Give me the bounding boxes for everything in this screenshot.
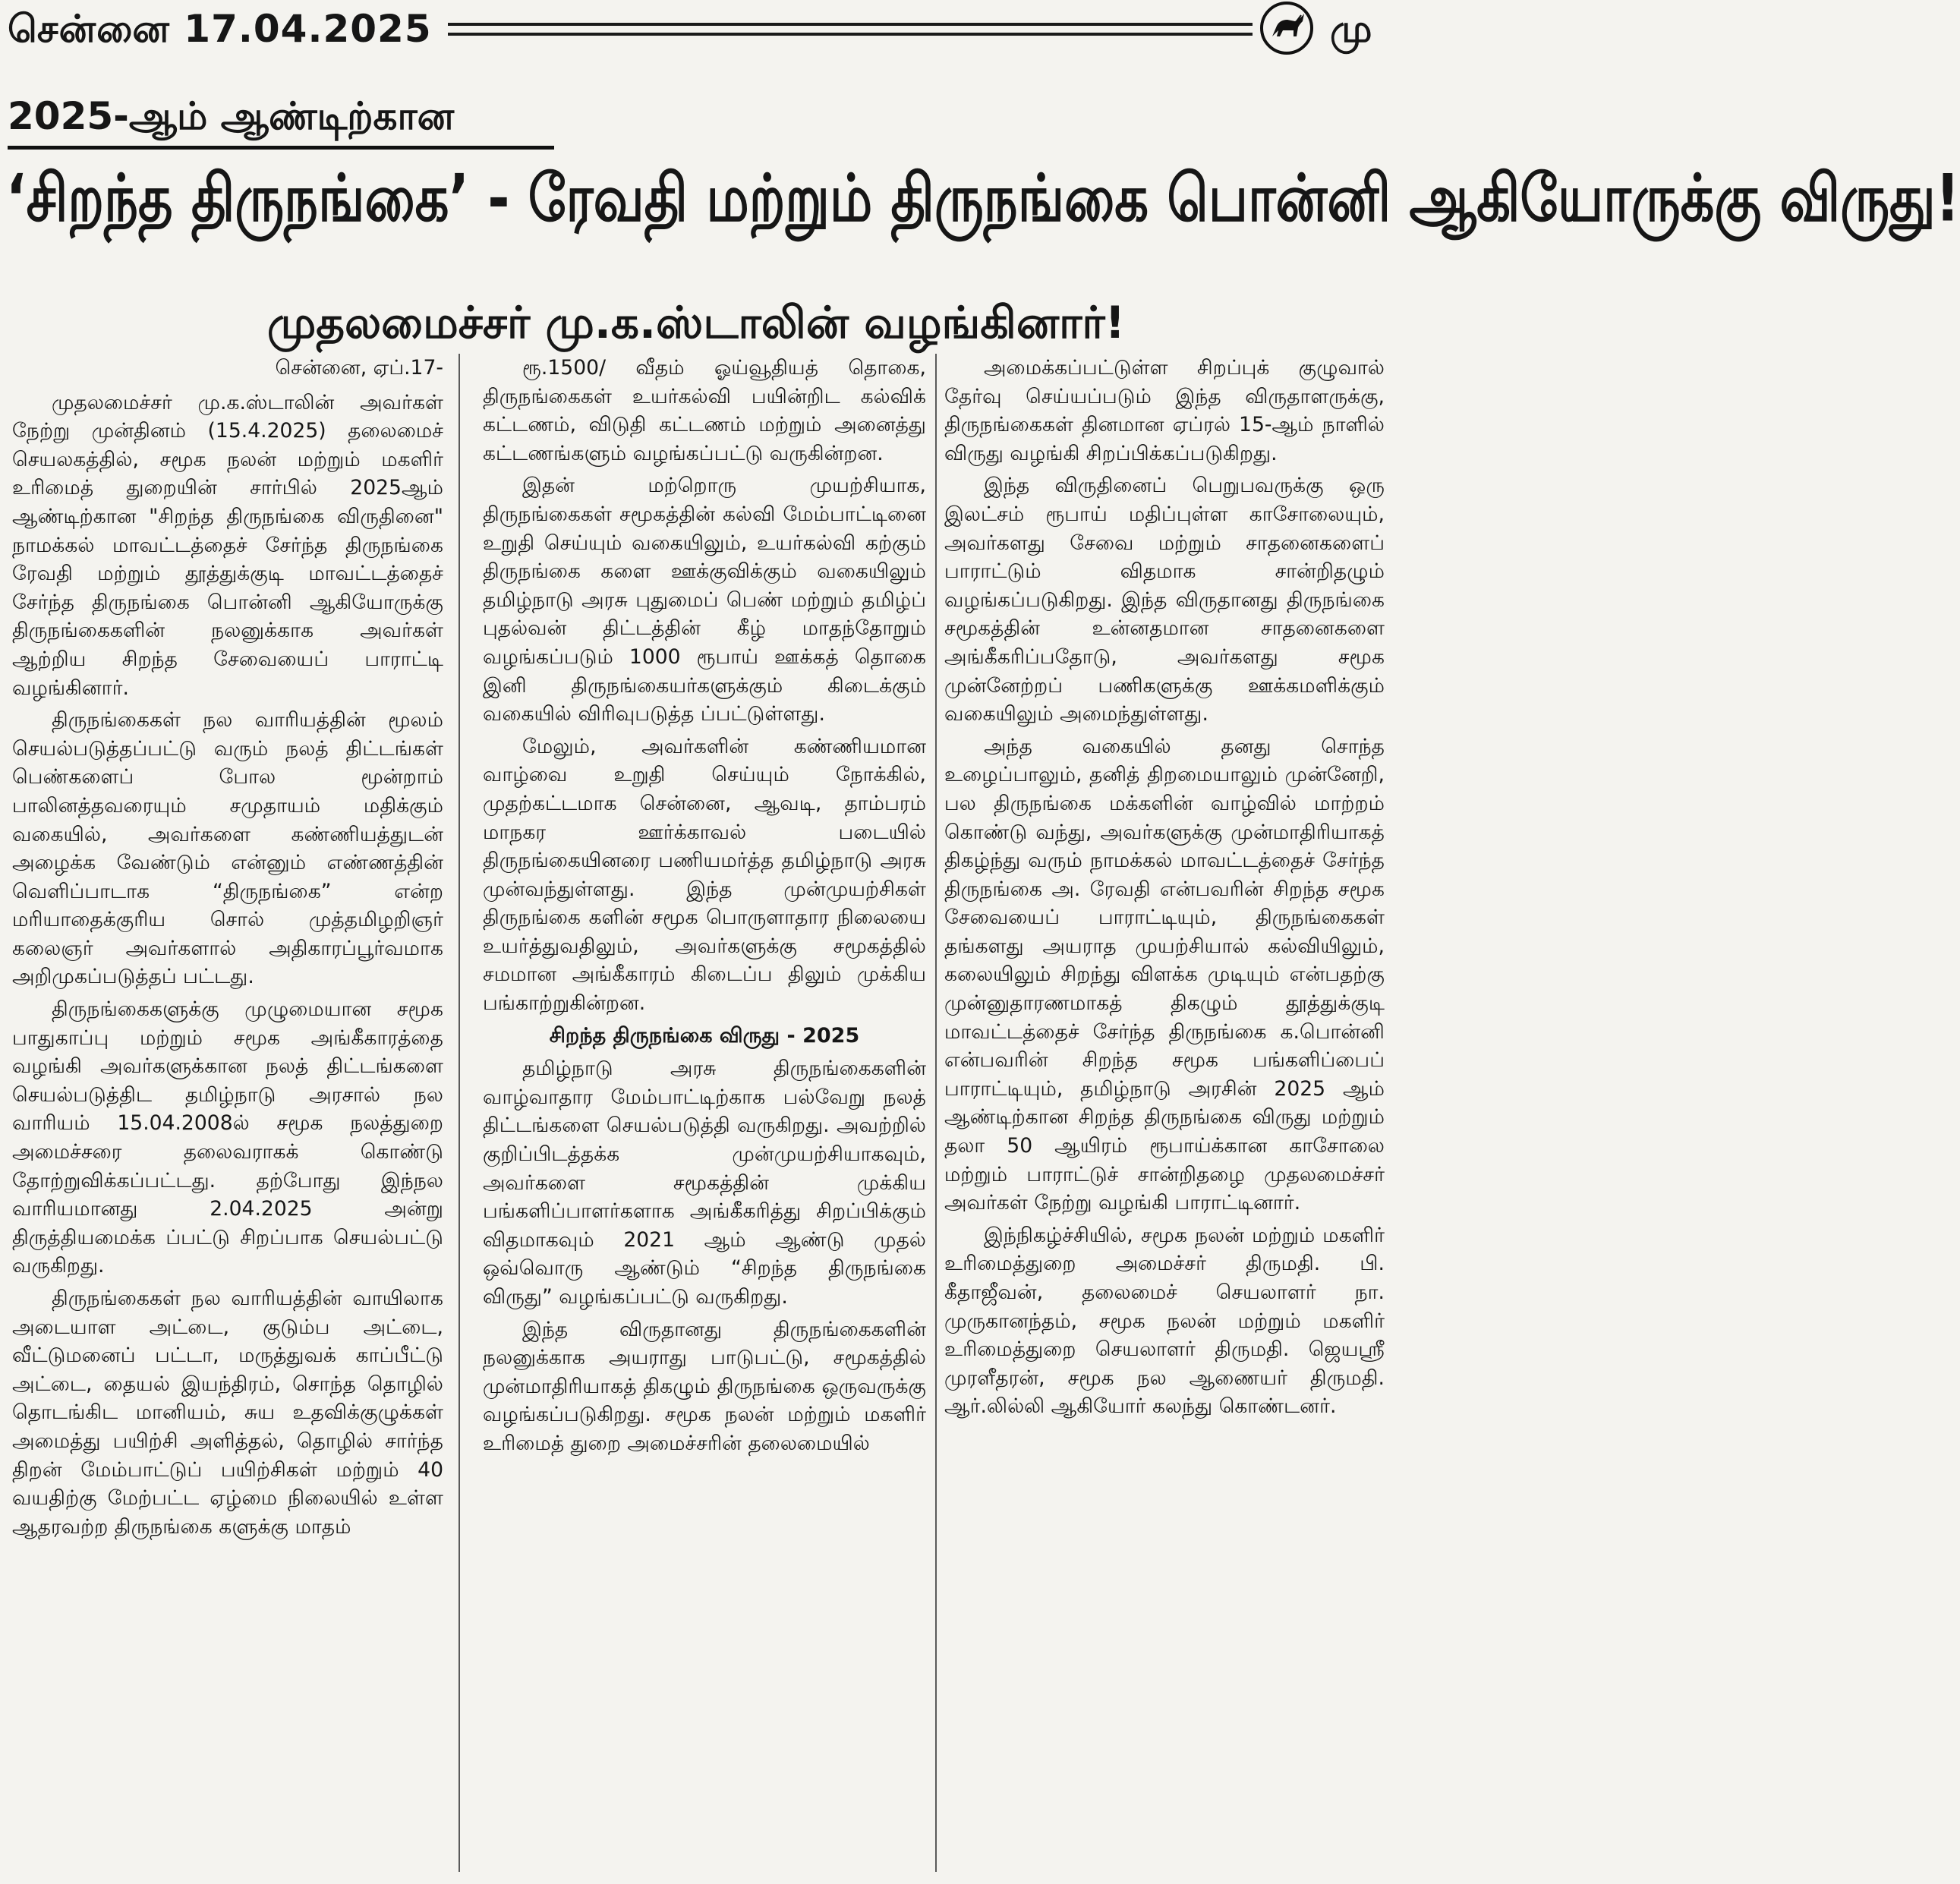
article-column-2 xyxy=(483,354,926,1879)
dateline: சென்னை, ஏப்.17- xyxy=(275,356,443,380)
column-divider xyxy=(458,354,460,1872)
paragraph: இந்நிகழ்ச்சியில், சமூக நலன் மற்றும் மகளிர் உரிமைத்துறை அமைச்சர் திருமதி. பி. கீதாஜீவன், தலைமைச் செயலாளர் நா. முருகானந்தம், சமூக நலன் மற்றும் மகளிர் உரிமைத்துறை செயலாளர் திருமதி. ஜெயஸ்ரீ முரளீதரன், சமூக நல ஆணையர் திருமதி. ஆர்.லில்லி ஆகியோர் கலந்து கொண்டனர். xyxy=(944,1223,1385,1419)
paragraph: இந்த விருதினைப் பெறுபவருக்கு ஒரு இலட்சம் ரூபாய் மதிப்புள்ள காசோலையும், அவர்களது சேவை மற்றும் சாதனைகளைப் பாராட்டும் விதமாக சான்றிதழும் வழங்கப்படுகிறது. இந்த விருதானது திருநங்கை சமூகத்தின் உன்னதமான சாதனைகளை அங்கீகரிப்பதோடு, அவர்களது சமூக முன்னேற்றப் பணிகளுக்கு ஊக்கமளிக்கும் வகையிலும் அமைந்துள்ளது. xyxy=(944,474,1385,726)
paragraph: மேலும், அவர்களின் கண்ணியமான வாழ்வை உறுதி செய்யும் நோக்கில், முதற்கட்டமாக சென்னை, ஆவடி, தாம்பரம் மாநகர ஊர்க்காவல் படையில் திருநங்கையினரை பணியமர்த்த தமிழ்நாடு அரசு முன்வந்துள்ளது. இந்த முன்முயற்சிகள் திருநங்கை களின் சமூக பொருளாதார நிலையை உயர்த்துவதிலும், அவர்களுக்கு சமூகத்தில் சமமான அங்கீகாரம் கிடைப்ப திலும் முக்கிய பங்காற்றுகின்றன. xyxy=(483,734,926,1016)
paragraph: தமிழ்நாடு அரசு திருநங்கைகளின் வாழ்வாதார மேம்பாட்டிற்காக பல்வேறு நலத் திட்டங்களை செயல்படுத்தி வருகிறது. அவற்றில் குறிப்பிடத்தக்க முன்முயற்சியாகவும், அவர்களை சமூகத்தின் முக்கிய பங்களிப்பாளர்களாக அங்கீகரித்து சிறப்பிக்கும் விதமாகவும் 2021 ஆம் ஆண்டு முதல் ஒவ்வொரு ஆண்டும் “சிறந்த திருநங்கை விருது” வழங்கப்பட்டு வருகிறது. xyxy=(483,1057,926,1309)
masthead-rule xyxy=(448,23,1253,36)
column-divider xyxy=(935,354,937,1872)
paragraph: அமைக்கப்பட்டுள்ள சிறப்புக் குழுவால் தேர்வு செய்யப்படும் இந்த விருதாளருக்கு, திருநங்கைகள் தினமான ஏப்ரல் 15-ஆம் நாளில் விருது வழங்கி சிறப்பிக்கப்படுகிறது. xyxy=(944,356,1385,465)
paragraph: அந்த வகையில் தனது சொந்த உழைப்பாலும், தனித் திறமையாலும் முன்னேறி, பல திருநங்கை மக்களின் வாழ்வில் மாற்றம் கொண்டு வந்து, அவர்களுக்கு முன்மாதிரியாகத் திகழ்ந்து வரும் நாமக்கல் மாவட்டத்தைச் சேர்ந்த திருநங்கை அ. ரேவதி என்பவரின் சிறந்த சமூக சேவையைப் பாராட்டியும், திருநங்கைகள் தங்களது அயராத முயற்சியால் கல்வியிலும், கலையிலும் சிறந்து விளக்க முடியும் என்பதற்கு முன்னுதாரணமாகத் திகழும் தூத்துக்குடி மாவட்டத்தைச் சேர்ந்த திருநங்கை க.பொன்னி என்பவரின் சிறந்த சமூக பங்களிப்பைப் பாராட்டியும், தமிழ்நாடு அரசின் 2025 ஆம் ஆண்டிற்கான சிறந்த திருநங்கை விருது மற்றும் தலா 50 ஆயிரம் ரூபாய்க்கான காசோலை மற்றும் பாராட்டுச் சான்றிதழை முதலமைச்சர் அவர்கள் நேற்று வழங்கி பாராட்டினார். xyxy=(944,734,1385,1215)
article-column-1 xyxy=(12,354,443,1879)
bull-emblem-icon xyxy=(1260,2,1313,55)
paragraph: இந்த விருதானது திருநங்கைகளின் நலனுக்காக அயராது பாடுபட்டு, சமூகத்தில் முன்மாதிரியாகத் திகழும் திருநங்கை ஒருவருக்கு வழங்கப்படுகிறது. சமூக நலன் மற்றும் மகளிர் உரிமைத் துறை அமைச்சரின் தலைமையில் xyxy=(483,1317,926,1455)
paragraph: திருநங்கைகள் நல வாரியத்தின் மூலம் செயல்படுத்தப்பட்டு வரும் நலத் திட்டங்கள் பெண்களைப் போல மூன்றாம் பாலினத்தவரையும் சமுதாயம் மதிக்கும் வகையில், அவர்களை கண்ணியத்துடன் அழைக்க வேண்டும் என்னும் எண்ணத்தின் வெளிப்பாடாக “திருநங்கை” என்ற மரியாதைக்குரிய சொல் முத்தமிழறிஞர் கலைஞர் அவர்களால் அதிகாரப்பூர்வமாக அறிமுகப்படுத்தப் பட்டது. xyxy=(12,708,443,989)
section-subhead: சிறந்த திருநங்கை விருது - 2025 xyxy=(549,1023,860,1048)
sub-headline: முதலமைச்சர் மு.க.ஸ்டாலின் வழங்கினார்! xyxy=(266,297,1126,348)
edition-date: சென்னை 17.04.2025 xyxy=(8,7,432,51)
masthead xyxy=(0,0,1392,61)
paragraph: இதன் மற்றொரு முயற்சியாக, திருநங்கைகள் சமூகத்தின் கல்வி மேம்பாட்டினை உறுதி செய்யும் வகையிலும், உயர்கல்வி கற்கும் திருநங்கை களை ஊக்குவிக்கும் வகையிலும் தமிழ்நாடு அரசு புதுமைப் பெண் மற்றும் தமிழ்ப் புதல்வன் திட்டத்தின் கீழ் மாதந்தோறும் வழங்கப்படும் 1000 ரூபாய் ஊக்கத் தொகை இனி திருநங்கையர்களுக்கும் கிடைக்கும் வகையில் விரிவுபடுத்த ப்பட்டுள்ளது. xyxy=(483,474,926,726)
kicker-text: 2025-ஆம் ஆண்டிற்கான xyxy=(8,94,455,138)
paragraph: திருநங்கைகளுக்கு முழுமையான சமூக பாதுகாப்பு மற்றும் சமூக அங்கீகாரத்தை வழங்கி அவர்களுக்கான நலத் திட்டங்களை செயல்படுத்திட தமிழ்நாடு அரசால் நல வாரியம் 15.04.2008ல் சமூக நலத்துறை அமைச்சரை தலைவராகக் கொண்டு தோற்றுவிக்கப்பட்டது. தற்போது இந்நல வாரியமானது 2.04.2025 அன்று திருத்தியமைக்க ப்பட்டு சிறப்பாக செயல்பட்டு வருகிறது. xyxy=(12,997,443,1278)
paragraph: திருநங்கைகள் நல வாரியத்தின் வாயிலாக அடையாள அட்டை, குடும்ப அட்டை, வீட்டுமனைப் பட்டா, மருத்துவக் காப்பீட்டு அட்டை, தையல் இயந்திரம், சொந்த தொழில் தொடங்கிட மானியம், சுய உதவிக்குழுக்கள் அமைத்து பயிற்சி அளித்தல், தொழில் சார்ந்த திறன் மேம்பாட்டுப் பயிற்சிகள் மற்றும் 40 வயதிற்கு மேற்பட்ட ஏழ்மை நிலையில் உள்ள ஆதரவற்ற திருநங்கை களுக்கு மாதம் xyxy=(12,1287,443,1539)
main-headline: ‘சிறந்த திருநங்கை’ - ரேவதி மற்றும் திருநங்கை பொன்னி ஆகியோருக்கு விருது! xyxy=(6,159,1960,237)
masthead-title-fragment: மு xyxy=(1330,7,1372,51)
paragraph: முதலமைச்சர் மு.க.ஸ்டாலின் அவர்கள் நேற்று முன்தினம் (15.4.2025) தலைமைச் செயலகத்தில், சமூக நலன் மற்றும் மகளிர் உரிமைத் துறையின் சார்பில் 2025ஆம் ஆண்டிற்கான "சிறந்த திருநங்கை விருதினை" நாமக்கல் மாவட்டத்தைச் சேர்ந்த திருநங்கை ரேவதி மற்றும் தூத்துக்குடி மாவட்டத்தைச் சேர்ந்த திருநங்கை பொன்னி ஆகியோருக்கு திருநங்கைகளின் நலனுக்காக அவர்கள் ஆற்றிய சிறந்த சேவையைப் பாராட்டி வழங்கினார். xyxy=(12,390,443,700)
paragraph: ரூ.1500/ வீதம் ஓய்வூதியத் தொகை, திருநங்கைகள் உயர்கல்வி பயின்றிட கல்விக் கட்டணம், விடுதி கட்டணம் மற்றும் அனைத்து கட்டணங்களும் வழங்கப்பட்டு வருகின்றன. xyxy=(483,356,926,465)
article-column-3 xyxy=(944,354,1385,1879)
